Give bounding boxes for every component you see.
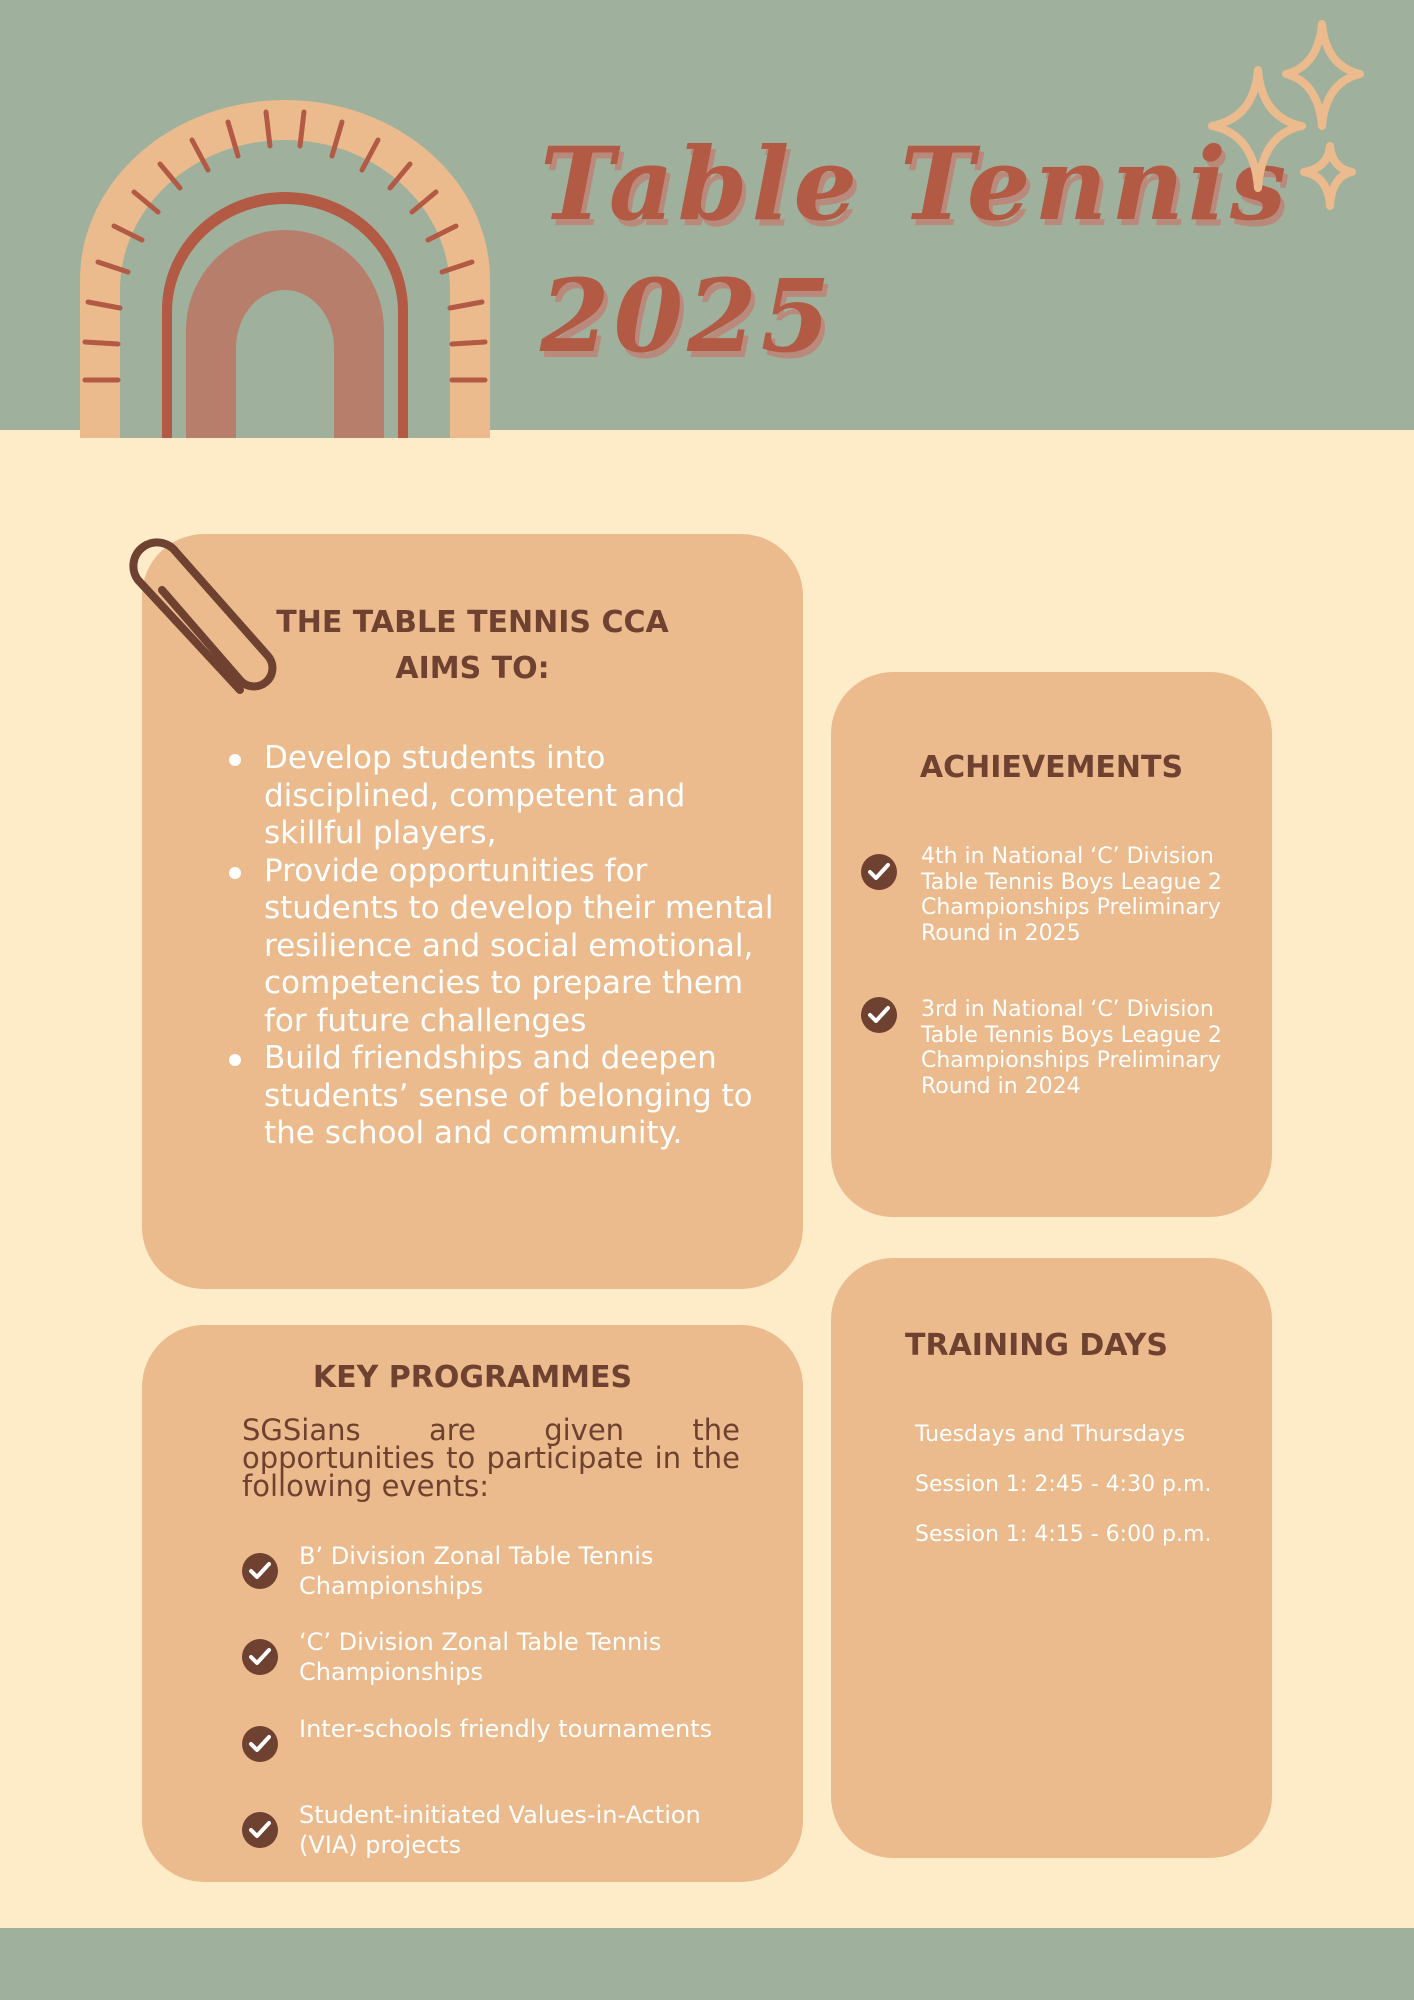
rainbow-illustration [70,80,500,440]
aims-list [264,740,784,1153]
programme-text: B’ Division Zonal Table Tennis Championships [299,1542,654,1600]
training-line: Tuesdays and Thursdays [915,1422,1186,1447]
check-circle-icon [242,1553,278,1589]
list-item: Build friendships and deepen students’ sense of belonging to the school and community. [264,1040,784,1153]
key-programmes-heading: KEY PROGRAMMES [312,1360,633,1395]
list-item: Develop students into disciplined, competent and skillful players, [264,740,784,853]
title-line-2: 2025 [540,257,835,375]
training-line: Session 1: 4:15 - 6:00 p.m. [915,1522,1212,1547]
achievement-text: 4th in National ‘C’ Division Table Tennis Boys League 2 Championships Preliminary Round in 2025 [921,844,1222,946]
achievements-heading: ACHIEVEMENTS [919,750,1184,785]
title-line-1: Table Tennis [540,125,1291,243]
training-line: Session 1: 2:45 - 4:30 p.m. [915,1472,1212,1497]
check-circle-icon [242,1812,278,1848]
footer-band [0,1928,1414,2000]
aims-heading-line-2: AIMS TO: [395,651,550,686]
paperclip-icon [118,528,278,706]
list-item: Provide opportunities for students to develop their mental resilience and social emotional, competencies to prepare them for future challenges [264,853,784,1041]
check-circle-icon [861,854,897,890]
page-title [540,118,1290,382]
check-circle-icon [861,997,897,1033]
achievement-text: 3rd in National ‘C’ Division Table Tennis Boys League 2 Championships Preliminary Round in 2024 [921,997,1222,1099]
aims-heading-line-1: THE TABLE TENNIS CCA [276,605,669,640]
check-circle-icon [242,1639,278,1675]
achievements-card [831,672,1272,1217]
sparkles-icon [1190,18,1410,238]
programme-text: Inter-schools friendly tournaments [299,1715,713,1743]
programme-text: ‘C’ Division Zonal Table Tennis Championships [299,1628,662,1686]
key-programmes-intro: SGSians are given the opportunities to participate in the following events: [242,1413,740,1503]
training-days-card [831,1258,1272,1858]
check-circle-icon [242,1726,278,1762]
programme-text: Student-initiated Values-in-Action (VIA) projects [299,1801,701,1859]
training-days-heading: TRAINING DAYS [905,1328,1168,1363]
key-programmes-card [142,1325,803,1882]
